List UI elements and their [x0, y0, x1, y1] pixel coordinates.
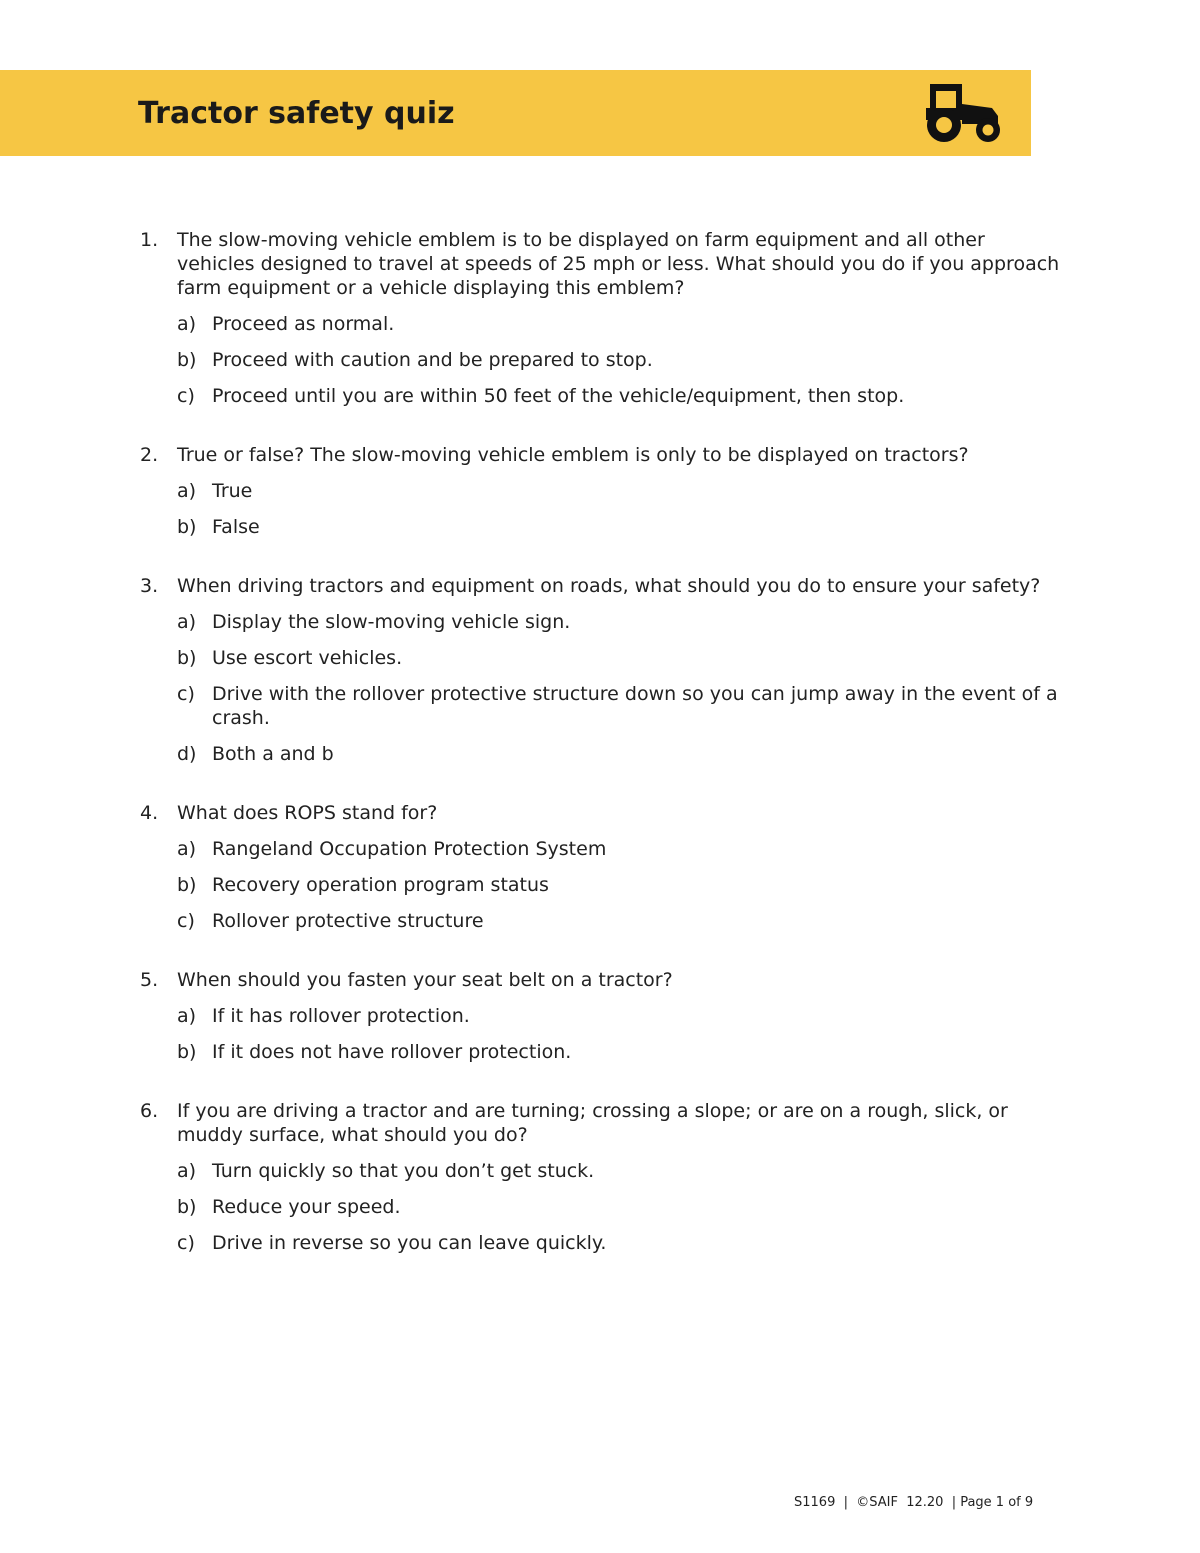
page-title: Tractor safety quiz: [138, 96, 455, 131]
option-text: False: [212, 516, 260, 538]
option-text: Recovery operation program status: [212, 874, 549, 896]
option-text: Turn quickly so that you don’t get stuck.: [212, 1160, 595, 1182]
question-number: 6.: [140, 1100, 159, 1122]
option-letter: b): [177, 349, 197, 371]
question-4: [140, 801, 1060, 933]
option-letter: b): [177, 647, 197, 669]
option-text: Drive with the rollover protective structure down so you can jump away in the event of a crash.: [212, 683, 1058, 729]
option-letter: b): [177, 516, 197, 538]
option-text: Proceed until you are within 50 feet of the vehicle/equipment, then stop.: [212, 385, 905, 407]
option-text: Proceed with caution and be prepared to stop.: [212, 349, 653, 371]
question-3: [140, 574, 1060, 766]
option-text: Proceed as normal.: [212, 313, 395, 335]
option-text: Drive in reverse so you can leave quickly.: [212, 1232, 607, 1254]
answer-option: [177, 873, 1060, 897]
answer-option: [177, 1004, 1060, 1028]
option-text: Both a and b: [212, 743, 334, 765]
question-2: [140, 443, 1060, 539]
option-letter: a): [177, 480, 197, 502]
question-text: The slow-moving vehicle emblem is to be displayed on farm equipment and all other vehicles designed to travel at speeds of 25 mph or less. What should you do if you approach farm equipment or a vehicle displaying this emblem?: [177, 229, 1060, 299]
option-letter: a): [177, 1160, 197, 1182]
question-1: [140, 228, 1060, 408]
question-text: If you are driving a tractor and are turning; crossing a slope; or are on a rough, slick, or muddy surface, what should you do?: [177, 1100, 1008, 1146]
question-number: 2.: [140, 444, 159, 466]
option-text: True: [212, 480, 253, 502]
option-letter: c): [177, 1232, 195, 1254]
question-number: 1.: [140, 229, 159, 251]
answer-option: [177, 1040, 1060, 1064]
question-5: [140, 968, 1060, 1064]
answer-option: [177, 515, 1060, 539]
answer-option: [177, 384, 1060, 408]
option-text: Display the slow-moving vehicle sign.: [212, 611, 571, 633]
question-text: True or false? The slow-moving vehicle emblem is only to be displayed on tractors?: [177, 444, 969, 466]
answer-options: [177, 312, 1060, 408]
option-letter: c): [177, 385, 195, 407]
option-letter: c): [177, 683, 195, 705]
option-text: Rangeland Occupation Protection System: [212, 838, 607, 860]
option-letter: a): [177, 313, 197, 335]
question-text: When driving tractors and equipment on roads, what should you do to ensure your safety?: [177, 575, 1041, 597]
page-footer: S1169 | ©SAIF 12.20 | Page 1 of 9: [794, 1495, 1034, 1510]
answer-options: [177, 1159, 1060, 1255]
answer-option: [177, 610, 1060, 634]
answer-option: [177, 1195, 1060, 1219]
answer-options: [177, 610, 1060, 766]
option-letter: b): [177, 1196, 197, 1218]
header-banner: [0, 70, 1031, 156]
answer-option: [177, 1231, 1060, 1255]
question-number: 3.: [140, 575, 159, 597]
answer-option: [177, 312, 1060, 336]
option-letter: d): [177, 743, 197, 765]
option-text: If it has rollover protection.: [212, 1005, 470, 1027]
question-number: 4.: [140, 802, 159, 824]
answer-option: [177, 742, 1060, 766]
option-letter: b): [177, 874, 197, 896]
option-text: Rollover protective structure: [212, 910, 484, 932]
answer-options: [177, 1004, 1060, 1064]
answer-option: [177, 1159, 1060, 1183]
answer-option: [177, 479, 1060, 503]
tractor-icon: [920, 82, 1004, 144]
answer-option: [177, 682, 1060, 730]
answer-option: [177, 646, 1060, 670]
option-letter: a): [177, 838, 197, 860]
option-text: Reduce your speed.: [212, 1196, 401, 1218]
option-letter: a): [177, 1005, 197, 1027]
answer-options: [177, 837, 1060, 933]
question-6: [140, 1099, 1060, 1255]
answer-option: [177, 837, 1060, 861]
answer-option: [177, 348, 1060, 372]
question-number: 5.: [140, 969, 159, 991]
option-letter: a): [177, 611, 197, 633]
option-letter: b): [177, 1041, 197, 1063]
option-letter: c): [177, 910, 195, 932]
answer-options: [177, 479, 1060, 539]
answer-option: [177, 909, 1060, 933]
question-text: When should you fasten your seat belt on a tractor?: [177, 969, 673, 991]
quiz-question-list: [140, 228, 1060, 1290]
option-text: If it does not have rollover protection.: [212, 1041, 572, 1063]
option-text: Use escort vehicles.: [212, 647, 403, 669]
question-text: What does ROPS stand for?: [177, 802, 438, 824]
